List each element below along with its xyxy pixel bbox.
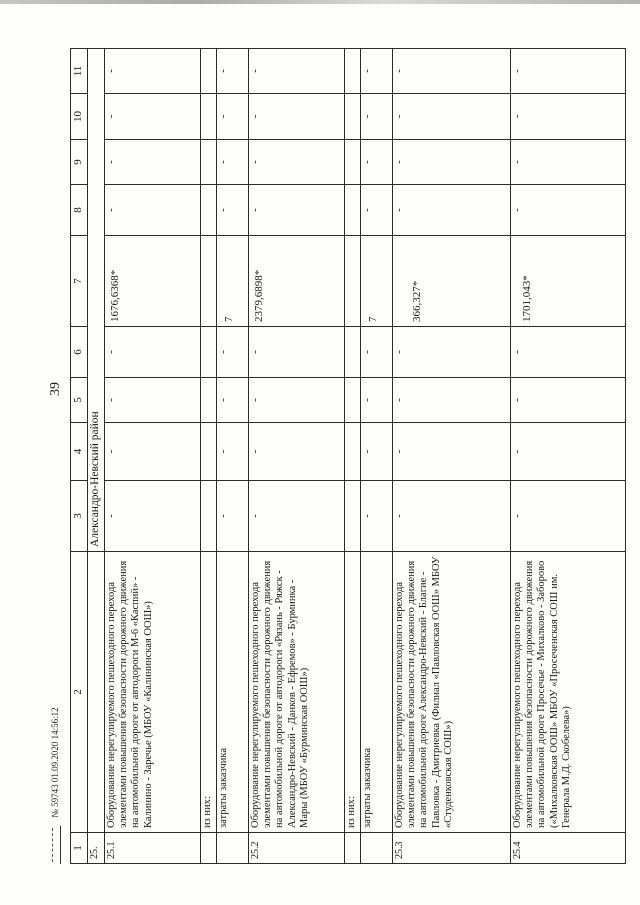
page-number: 39 (48, 382, 63, 396)
value-cell (200, 140, 216, 185)
program-table (70, 48, 626, 864)
value-cell: - (104, 481, 200, 552)
value-cell: - (248, 140, 344, 185)
value-cell (200, 49, 216, 94)
value-cell (200, 94, 216, 140)
section-empty-cell (88, 552, 105, 833)
value-cell: - (360, 481, 392, 552)
table-row (392, 49, 510, 864)
row-description: Оборудование нерегулируемого пешеходного перехода элементами повышения безопасности дорожного движения на автомобильной дороге от автодороги «Рязань - Ряжск - Александро-Невский - Данков - Ефремов» - Бурминка - Мары (МБОУ «Бурминская ООШ») (248, 552, 344, 833)
row-description: затраты заказчика (216, 552, 248, 833)
table-row (104, 49, 200, 864)
value-cell: - (104, 94, 200, 140)
value-cell: - (216, 423, 248, 481)
row-number (344, 833, 360, 864)
value-cell: - (248, 378, 344, 423)
value-cell: - (248, 185, 344, 236)
value-cell: - (510, 481, 625, 552)
row-number: 25.3 (392, 833, 510, 864)
table-row (360, 49, 392, 864)
value-cell: - (360, 423, 392, 481)
value-cell: - (104, 49, 200, 94)
row-number (216, 833, 248, 864)
header-cell: 6 (71, 327, 88, 378)
row-description: затраты заказчика (360, 552, 392, 833)
value-cell: - (216, 49, 248, 94)
value-cell: - (248, 49, 344, 94)
value-cell: - (104, 423, 200, 481)
row-number: 25.4 (510, 833, 625, 864)
value-cell: - (248, 481, 344, 552)
table-row (248, 49, 344, 864)
table-row (216, 49, 248, 864)
value-cell: - (510, 423, 625, 481)
value-cell: - (392, 49, 510, 94)
row-description: Оборудование нерегулируемого пешеходного перехода элементами повышения безопасности дорожного движения на автомобильной дороге от автодороги М-6 «Каспий» - Калинино - Заречье (МБОУ «Калининская ООШ») (104, 552, 200, 833)
value-cell (344, 185, 360, 236)
value-cell: - (216, 140, 248, 185)
value-cell: - (216, 481, 248, 552)
value-cell (344, 140, 360, 185)
value-cell: - (216, 185, 248, 236)
value-cell: - (104, 378, 200, 423)
header-cell: 4 (71, 423, 88, 481)
value-cell: - (216, 327, 248, 378)
value-cell: - (248, 94, 344, 140)
value-cell (200, 481, 216, 552)
cost-value: 1676,6368* (104, 236, 200, 327)
row-number (360, 833, 392, 864)
value-cell: - (248, 327, 344, 378)
table-row (200, 49, 216, 864)
value-cell: - (392, 481, 510, 552)
value-cell (344, 94, 360, 140)
value-cell: - (510, 140, 625, 185)
cost-value: 7 (360, 236, 392, 327)
section-row (88, 49, 105, 864)
header-cell: 1 (71, 833, 88, 864)
value-cell: - (360, 94, 392, 140)
section-title: Александро-Невский район (88, 49, 105, 552)
header-cell: 7 (71, 236, 88, 327)
row-number: 25.2 (248, 833, 344, 864)
scan-top-edge (0, 0, 640, 4)
value-cell: - (360, 378, 392, 423)
value-cell: - (510, 327, 625, 378)
cost-value (200, 236, 216, 327)
row-number (200, 833, 216, 864)
row-number: 25.1 (104, 833, 200, 864)
value-cell: - (360, 327, 392, 378)
header-cell: 2 (71, 552, 88, 833)
value-cell: - (392, 378, 510, 423)
value-cell: - (510, 94, 625, 140)
row-description: из них: (344, 552, 360, 833)
value-cell: - (104, 185, 200, 236)
value-cell: - (510, 378, 625, 423)
value-cell: - (360, 140, 392, 185)
value-cell: - (360, 49, 392, 94)
value-cell (200, 185, 216, 236)
footer-stamp (50, 707, 61, 864)
value-cell (200, 327, 216, 378)
cost-value: 2379,6898* (248, 236, 344, 327)
header-cell: 3 (71, 481, 88, 552)
value-cell: - (216, 94, 248, 140)
value-cell: - (392, 94, 510, 140)
cost-value (344, 236, 360, 327)
cost-value: 1701,043* (510, 236, 625, 327)
row-description: из них: (200, 552, 216, 833)
value-cell (200, 423, 216, 481)
table-row (344, 49, 360, 864)
value-cell: - (248, 423, 344, 481)
stamp-text: № 59743 01.09.2020 14:56:12 (50, 707, 60, 818)
value-cell (200, 378, 216, 423)
header-cell: 9 (71, 140, 88, 185)
value-cell: - (392, 140, 510, 185)
value-cell: - (392, 185, 510, 236)
value-cell: - (392, 423, 510, 481)
row-description: Оборудование нерегулируемого пешеходного перехода элементами повышения безопасности дорожного движения на автомобильной дороге Александро-Невский - Благие - Павловка - Дмитриевка (Филиал «Павловская ООШ» МБОУ «Студенковская СОШ») (392, 552, 510, 833)
header-cell: 10 (71, 94, 88, 140)
value-cell (344, 378, 360, 423)
cost-value: 366,327* (392, 236, 510, 327)
header-cell: 11 (71, 49, 88, 94)
value-cell: - (392, 327, 510, 378)
value-cell: - (360, 185, 392, 236)
value-cell: - (510, 185, 625, 236)
value-cell: - (104, 140, 200, 185)
cost-value: 7 (216, 236, 248, 327)
section-number: 25. (88, 833, 105, 864)
value-cell (344, 327, 360, 378)
value-cell (344, 49, 360, 94)
table-row (510, 49, 625, 864)
value-cell (344, 481, 360, 552)
registry-logo-icon (50, 826, 61, 864)
header-cell: 5 (71, 378, 88, 423)
value-cell: - (216, 378, 248, 423)
value-cell: - (510, 49, 625, 94)
header-cell: 8 (71, 185, 88, 236)
value-cell: - (104, 327, 200, 378)
row-description: Оборудование нерегулируемого пешеходного перехода элементами повышения безопасности дорожного движения на автомобильной дороге Просечье - Михалково - Заборово («Михалковская ООШ» МБОУ «Просеченская СОШ им. Генерала М.Д. Скобелева») (510, 552, 625, 833)
value-cell (344, 423, 360, 481)
header-row (71, 49, 88, 864)
